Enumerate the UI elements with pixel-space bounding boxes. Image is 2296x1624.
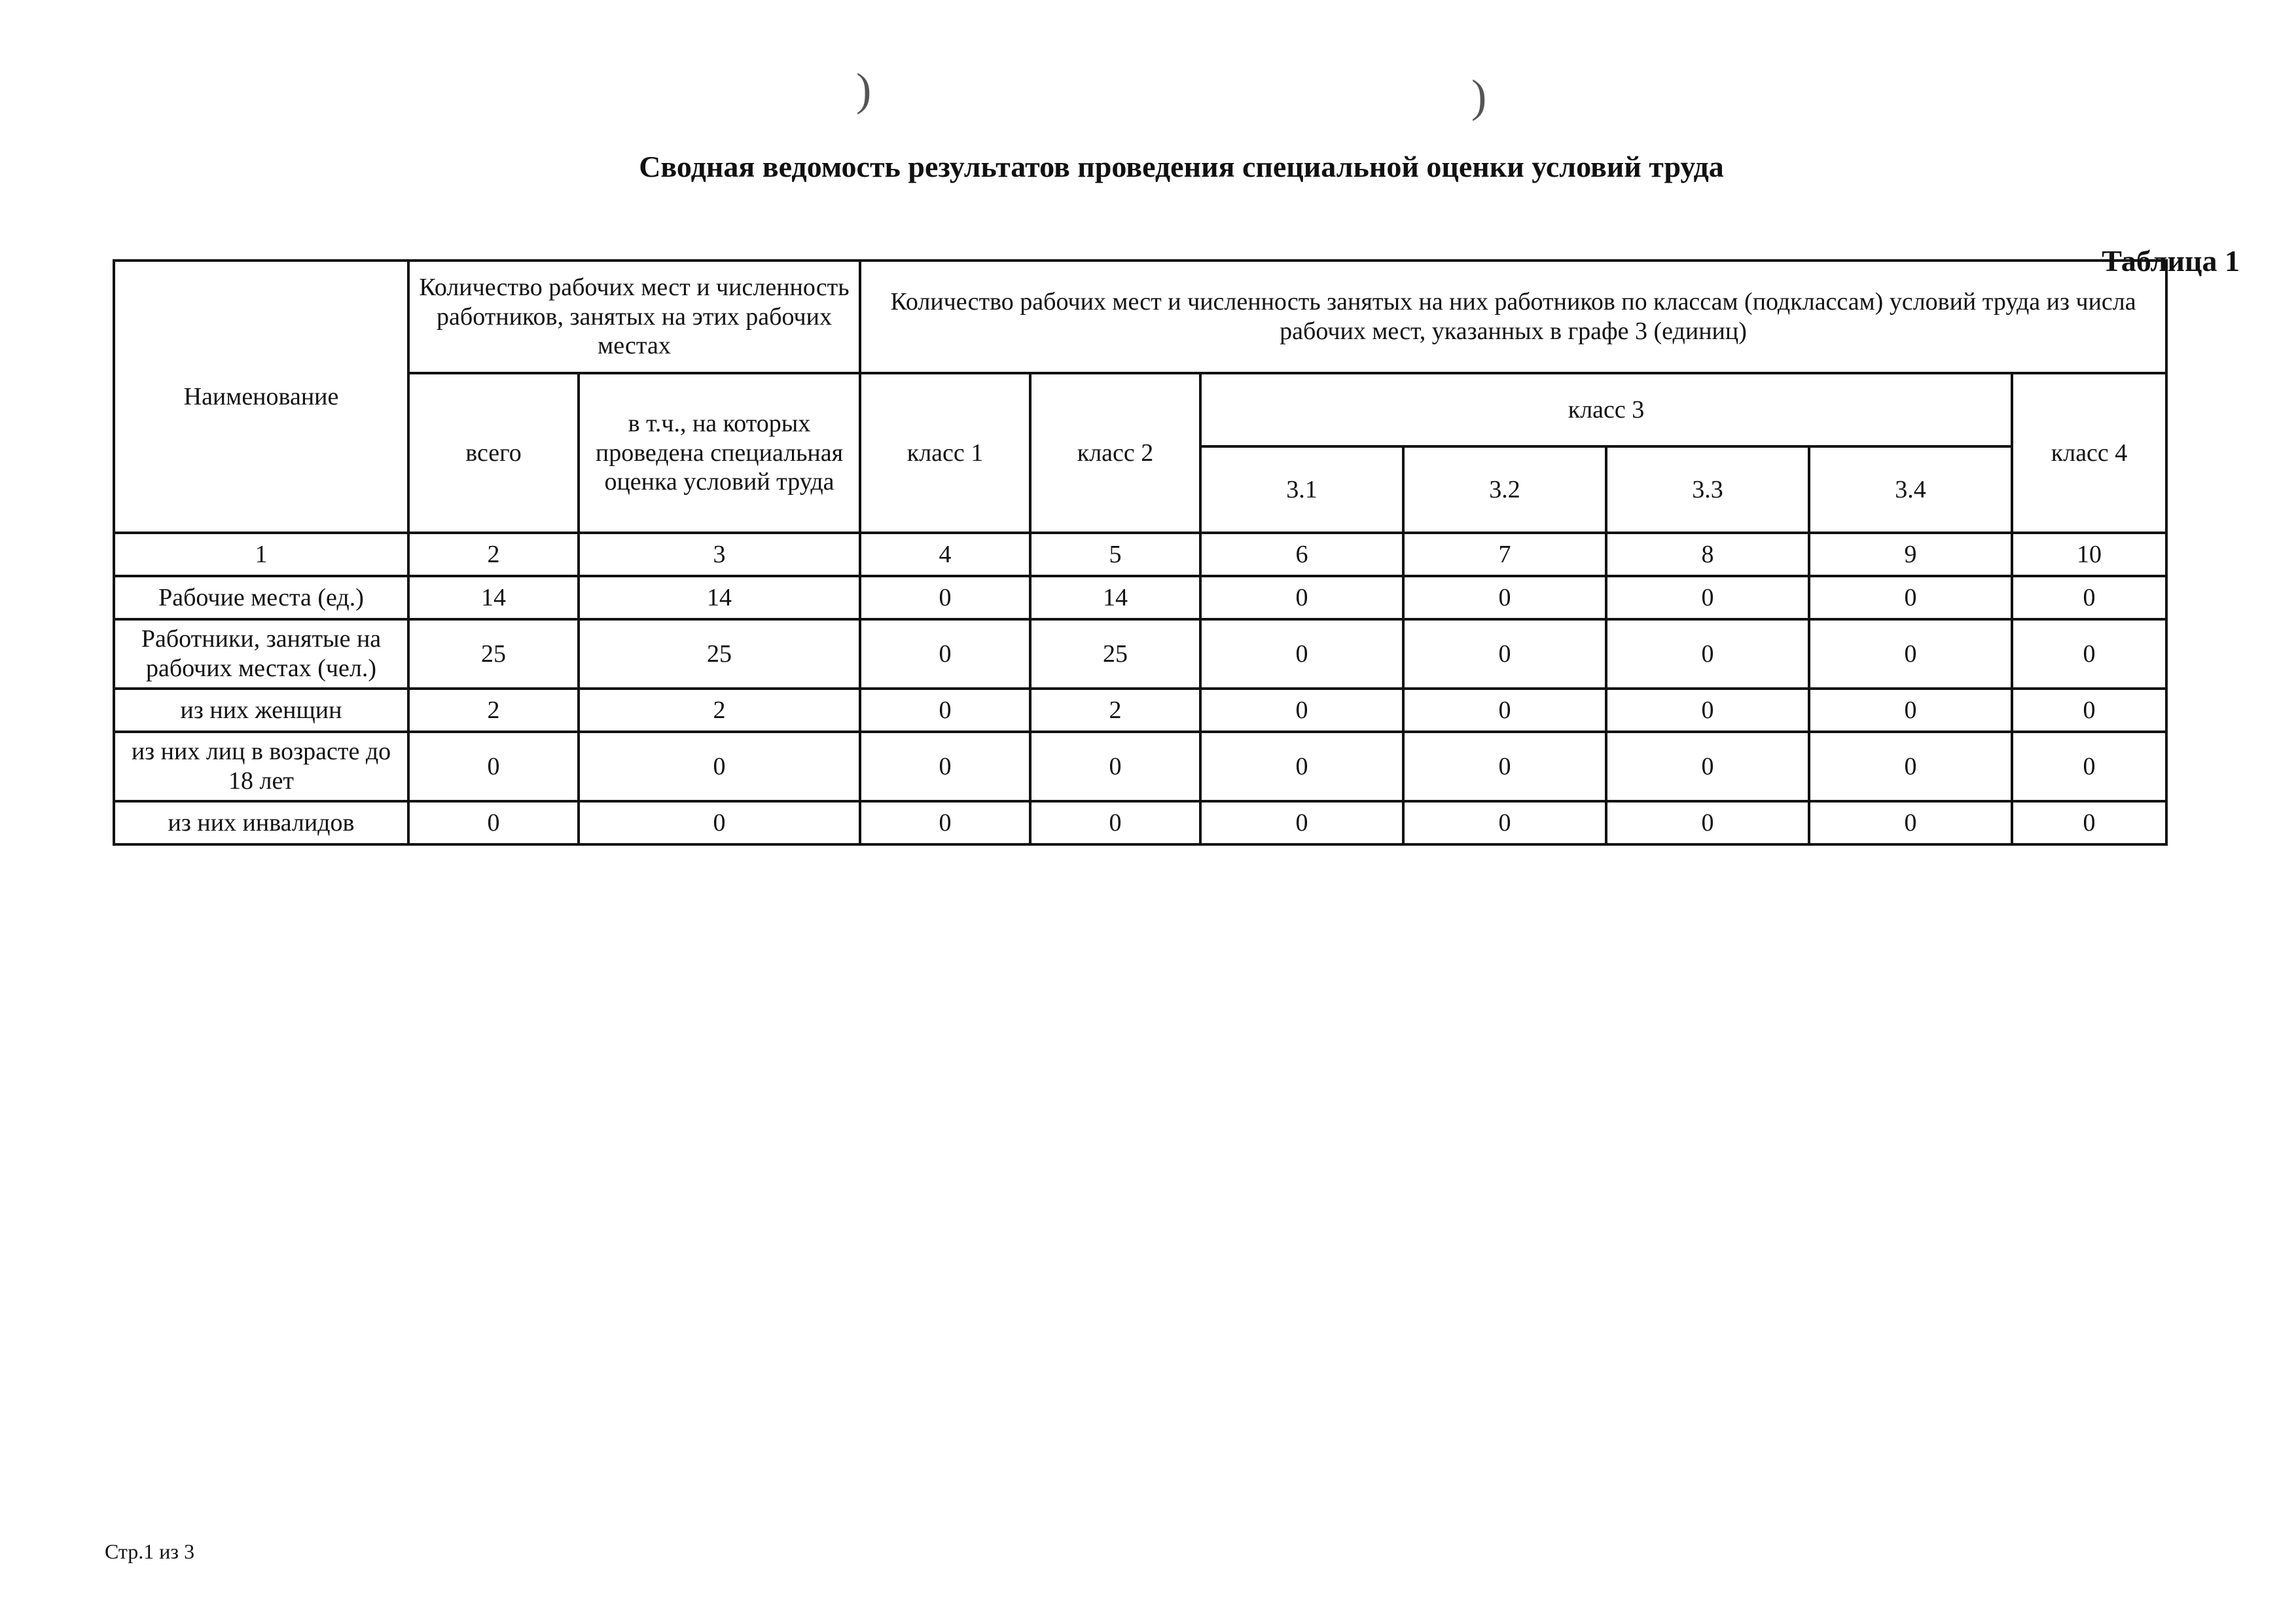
column-number: 8 xyxy=(1606,533,1809,576)
cell-value: 0 xyxy=(2012,732,2166,801)
cell-value: 2 xyxy=(1030,689,1200,732)
cell-value: 0 xyxy=(1403,732,1606,801)
cell-value: 25 xyxy=(579,619,860,689)
table-row-workplaces xyxy=(114,576,2166,619)
cell-value: 0 xyxy=(860,689,1030,732)
cell-value: 0 xyxy=(1809,689,2012,732)
header-class-4: класс 4 xyxy=(2012,373,2166,533)
column-number: 2 xyxy=(408,533,579,576)
cell-value: 0 xyxy=(1403,619,1606,689)
cell-value: 0 xyxy=(579,801,860,844)
table-row-disabled xyxy=(114,801,2166,844)
row-label: Работники, занятые на рабочих местах (чел.) xyxy=(114,619,408,689)
cell-value: 0 xyxy=(860,576,1030,619)
table-row-employees xyxy=(114,619,2166,689)
cell-value: 0 xyxy=(2012,801,2166,844)
cell-value: 0 xyxy=(1403,576,1606,619)
row-label: из них лиц в возрасте до 18 лет xyxy=(114,732,408,801)
column-number: 1 xyxy=(114,533,408,576)
cell-value: 0 xyxy=(860,732,1030,801)
cell-value: 0 xyxy=(579,732,860,801)
row-label: Рабочие места (ед.) xyxy=(114,576,408,619)
document-title: Сводная ведомость результатов проведения специальной оценки условий труда xyxy=(639,150,1724,183)
table-row-minors xyxy=(114,732,2166,801)
header-subclass-3-4: 3.4 xyxy=(1809,446,2012,533)
header-class-1: класс 1 xyxy=(860,373,1030,533)
cell-value: 0 xyxy=(860,619,1030,689)
page-number: Стр.1 из 3 xyxy=(105,1540,195,1563)
cell-value: 2 xyxy=(579,689,860,732)
column-number-row xyxy=(114,533,2166,576)
column-number: 6 xyxy=(1200,533,1403,576)
cell-value: 0 xyxy=(1809,801,2012,844)
cell-value: 0 xyxy=(1606,576,1809,619)
header-subclass-3-2: 3.2 xyxy=(1403,446,1606,533)
cell-value: 0 xyxy=(1606,732,1809,801)
cell-value: 0 xyxy=(1200,576,1403,619)
cell-value: 0 xyxy=(1200,801,1403,844)
header-subclass-3-3: 3.3 xyxy=(1606,446,1809,533)
cell-value: 25 xyxy=(408,619,579,689)
cell-value: 0 xyxy=(1606,689,1809,732)
cell-value: 14 xyxy=(408,576,579,619)
cell-value: 0 xyxy=(1403,689,1606,732)
header-assessed: в т.ч., на которых проведена специальная оценка условий труда xyxy=(579,373,860,533)
header-class-2: класс 2 xyxy=(1030,373,1200,533)
row-label: из них инвалидов xyxy=(114,801,408,844)
cell-value: 0 xyxy=(1200,689,1403,732)
cell-value: 0 xyxy=(1030,801,1200,844)
cell-value: 0 xyxy=(408,801,579,844)
cell-value: 0 xyxy=(860,801,1030,844)
table-row-women xyxy=(114,689,2166,732)
header-total: всего xyxy=(408,373,579,533)
cell-value: 2 xyxy=(408,689,579,732)
punch-hole-mark: ) xyxy=(856,65,872,115)
column-number: 9 xyxy=(1809,533,2012,576)
cell-value: 14 xyxy=(1030,576,1200,619)
column-number: 3 xyxy=(579,533,860,576)
cell-value: 0 xyxy=(2012,576,2166,619)
cell-value: 0 xyxy=(408,732,579,801)
header-subclass-3-1: 3.1 xyxy=(1200,446,1403,533)
cell-value: 0 xyxy=(1200,619,1403,689)
header-class-3: класс 3 xyxy=(1200,373,2012,446)
cell-value: 0 xyxy=(1809,576,2012,619)
cell-value: 0 xyxy=(2012,619,2166,689)
cell-value: 0 xyxy=(1606,801,1809,844)
row-label: из них женщин xyxy=(114,689,408,732)
cell-value: 0 xyxy=(1606,619,1809,689)
summary-table xyxy=(113,259,2168,846)
cell-value: 0 xyxy=(2012,689,2166,732)
cell-value: 25 xyxy=(1030,619,1200,689)
column-number: 4 xyxy=(860,533,1030,576)
header-count-group: Количество рабочих мест и численность работников, занятых на этих рабочих местах xyxy=(408,261,860,373)
cell-value: 0 xyxy=(1809,732,2012,801)
column-number: 10 xyxy=(2012,533,2166,576)
cell-value: 0 xyxy=(1403,801,1606,844)
column-number: 5 xyxy=(1030,533,1200,576)
column-number: 7 xyxy=(1403,533,1606,576)
cell-value: 14 xyxy=(579,576,860,619)
header-name: Наименование xyxy=(114,261,408,533)
punch-hole-mark: ) xyxy=(1471,71,1487,122)
cell-value: 0 xyxy=(1030,732,1200,801)
cell-value: 0 xyxy=(1809,619,2012,689)
table-label: Таблица 1 xyxy=(2102,244,2240,278)
header-classes-group: Количество рабочих мест и численность занятых на них работников по классам (подклассам) условий труда из числа рабочих мест, указанных в графе 3 (единиц) xyxy=(860,261,2166,373)
cell-value: 0 xyxy=(1200,732,1403,801)
